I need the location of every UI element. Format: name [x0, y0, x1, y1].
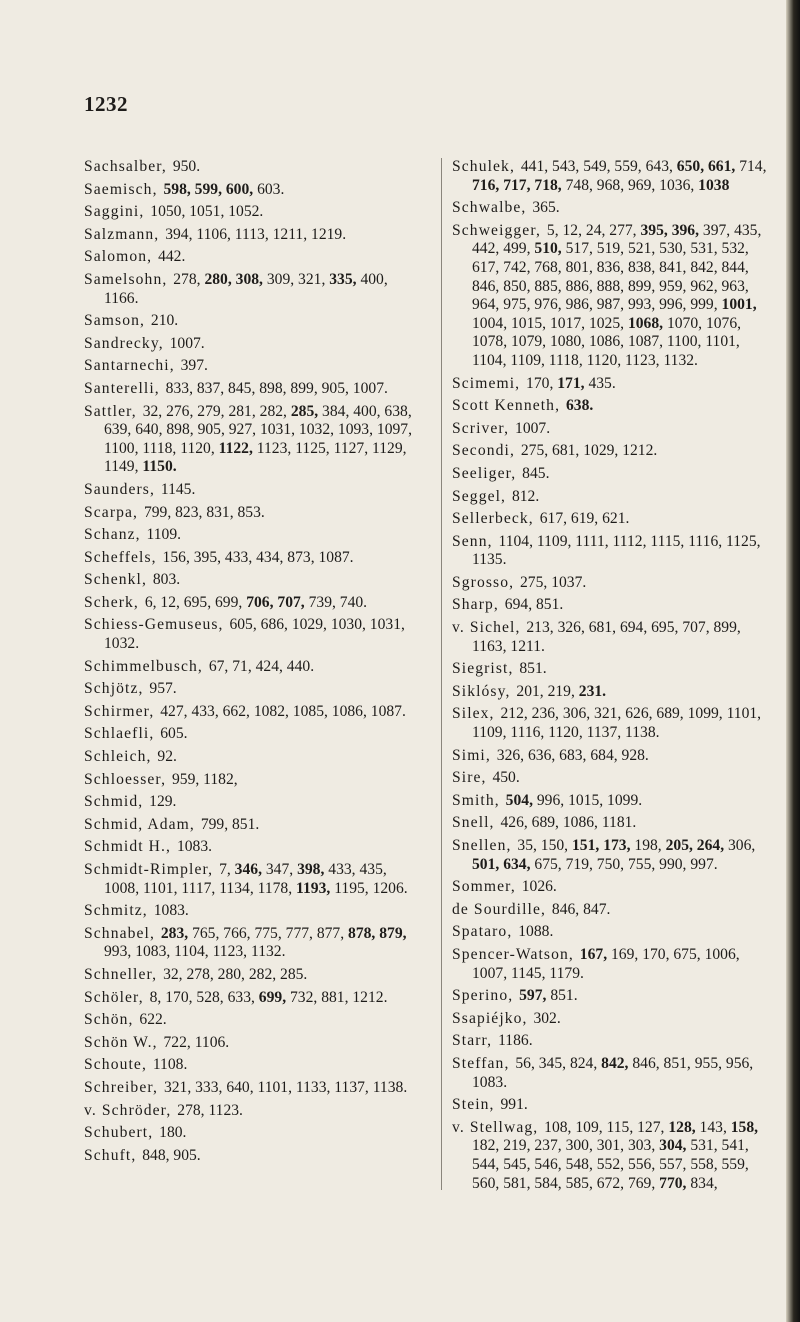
entry-name: Smith,: [452, 791, 500, 809]
page-refs: 143,: [699, 1118, 727, 1136]
page-refs: 169, 170, 675, 1006, 1007, 1145, 1179.: [472, 945, 740, 982]
page-refs: 1004, 1015, 1017, 1025,: [472, 314, 625, 332]
index-entry: [84, 703, 424, 722]
entry-name: de Sourdille,: [452, 900, 546, 918]
page-refs: 92.: [157, 748, 177, 766]
index-entry: [452, 660, 774, 679]
entry-name: Seggel,: [452, 487, 507, 505]
index-entry: [452, 420, 774, 439]
entry-name: Sharp,: [452, 596, 499, 614]
page-ref-bold: 335,: [329, 270, 357, 288]
entry-name: Seeliger,: [452, 464, 517, 482]
page-refs: 198,: [634, 837, 662, 854]
page-ref-bold: 280,: [204, 270, 232, 288]
entry-name: Schloesser,: [84, 770, 167, 788]
page-refs: 739, 740.: [308, 593, 368, 611]
index-entry: [452, 199, 774, 218]
page-refs: 450.: [492, 769, 520, 787]
index-entry: [84, 861, 424, 898]
index-entry: [84, 571, 424, 590]
index-entry: [452, 901, 774, 920]
page-ref-bold: 396,: [671, 221, 699, 239]
page-refs: 400, 1166.: [104, 270, 388, 307]
index-entry: [84, 966, 424, 985]
index-entry: [84, 226, 424, 245]
page-refs: 7,: [219, 861, 231, 878]
page-refs: 201, 219,: [516, 682, 575, 700]
entry-name: Starr,: [452, 1032, 493, 1050]
index-entry: [84, 658, 424, 677]
page-refs: 321, 333, 640, 1101, 1133, 1137, 1138.: [163, 1078, 408, 1096]
index-entry: [84, 1147, 424, 1166]
index-entry: [452, 619, 774, 656]
page-refs: 1070, 1076, 1078, 1079, 1080, 1086, 1087, 1100, 1101, 1104, 1109, 1118, 1120, 1123, 1132.: [472, 314, 742, 369]
index-entry: [84, 925, 424, 962]
index-entry: [452, 1010, 774, 1029]
page-refs: 302.: [533, 1009, 561, 1027]
page-ref-bold: 842,: [601, 1054, 629, 1072]
page-number: 1232: [84, 92, 128, 116]
index-entry: [84, 594, 424, 613]
index-entry: [84, 1034, 424, 1053]
index-entry: [452, 705, 774, 742]
page-refs: 210.: [150, 312, 179, 330]
page-refs: 182, 219, 237, 300, 301, 303,: [472, 1137, 656, 1155]
index-entry: [452, 683, 774, 702]
entry-name: Salomon,: [84, 248, 153, 266]
index-entry: [84, 725, 424, 744]
page-refs: 67, 71, 424, 440.: [208, 657, 315, 675]
page-refs: 427, 433, 662, 1082, 1085, 1086, 1087.: [160, 702, 406, 720]
entry-name: Sellerbeck,: [452, 510, 534, 528]
page-refs: 1050, 1051, 1052.: [150, 203, 264, 221]
page-refs: 799, 851.: [200, 815, 260, 833]
page-ref-bold: 650,: [676, 158, 705, 175]
entry-name: Schjötz,: [84, 680, 144, 698]
page-refs: 605.: [160, 725, 188, 743]
index-entry: [84, 549, 424, 568]
index-entry: [84, 357, 424, 376]
page-ref-bold: 879,: [379, 924, 407, 942]
index-entry: [452, 792, 774, 811]
index-entry: [84, 1056, 424, 1075]
entry-name: Silex,: [452, 705, 495, 723]
page-refs: 278,: [173, 270, 201, 288]
page-refs: 306,: [728, 837, 756, 854]
page-refs: 56, 345, 824,: [515, 1054, 598, 1072]
page-refs: 722, 1106.: [163, 1033, 230, 1051]
entry-name: Schlaefli,: [84, 725, 155, 743]
entry-name: Sperino,: [452, 987, 514, 1005]
page-ref-bold: 1150.: [142, 458, 177, 476]
entry-name: Saemisch,: [84, 180, 158, 198]
page-refs: 326, 636, 683, 684, 928.: [496, 746, 649, 764]
page-refs: 212, 236, 306, 321, 626, 689, 1099, 1101, 1109, 1116, 1120, 1137, 1138.: [472, 705, 762, 742]
page-refs: 765, 766, 775, 777, 877,: [192, 924, 345, 942]
page-refs: 1123, 1125, 1127, 1129, 1149,: [104, 439, 407, 476]
index-entry: [452, 878, 774, 897]
index-entry: [84, 680, 424, 699]
index-entry: [84, 271, 424, 308]
page-refs: 156, 395, 433, 434, 873, 1087.: [162, 548, 354, 566]
entry-name: v. Stellwag,: [452, 1118, 539, 1136]
index-entry: [452, 1032, 774, 1051]
page-refs: 6, 12, 695, 699,: [144, 593, 243, 611]
entry-name: Sattler,: [84, 402, 137, 420]
entry-name: v. Schröder,: [84, 1101, 172, 1119]
entry-name: Schön,: [84, 1011, 134, 1029]
index-column-right: [452, 158, 774, 1197]
page-ref-bold: 504,: [505, 791, 533, 809]
page-refs: 1108.: [152, 1056, 188, 1074]
index-entry: [452, 747, 774, 766]
page-ref-bold: 1038: [698, 176, 730, 194]
page-ref-bold: 716,: [472, 176, 500, 194]
page-refs: 851.: [519, 660, 547, 678]
index-entry: [452, 769, 774, 788]
index-entry: [84, 312, 424, 331]
page-refs: 347,: [265, 861, 294, 878]
page-ref-bold: 661,: [708, 158, 736, 175]
index-entry: [84, 504, 424, 523]
index-entry: [452, 222, 774, 371]
page-refs: 993, 1083, 1104, 1123, 1132.: [104, 943, 286, 961]
entry-name: Schwalbe,: [452, 199, 527, 217]
index-entry: [84, 838, 424, 857]
page-refs: 1145.: [160, 480, 196, 498]
entry-name: Sire,: [452, 769, 487, 787]
page-ref-bold: 151,: [571, 837, 600, 854]
entry-name: Santarnechi,: [84, 357, 175, 375]
index-entry: [84, 403, 424, 477]
entry-name: Scott Kenneth,: [452, 397, 561, 415]
index-entry: [452, 923, 774, 942]
index-entry: [452, 946, 774, 983]
entry-name: v. Sichel,: [452, 619, 521, 637]
page-refs: 848, 905.: [142, 1146, 201, 1164]
page-ref-bold: 634,: [503, 855, 531, 873]
page-refs: 275, 1037.: [520, 573, 587, 591]
page-ref-bold: 718,: [534, 176, 562, 194]
index-entry: [84, 248, 424, 267]
index-entry: [452, 837, 774, 874]
entry-name: Schubert,: [84, 1124, 154, 1142]
index-entry: [84, 380, 424, 399]
page-refs: 1083.: [153, 902, 189, 920]
index-entry: [452, 488, 774, 507]
entry-name: Spataro,: [452, 923, 513, 941]
entry-name: Schleich,: [84, 748, 152, 766]
index-entry: [84, 793, 424, 812]
entry-name: Schön W.,: [84, 1033, 158, 1051]
entry-name: Schweigger,: [452, 221, 541, 239]
entry-name: Snellen,: [452, 837, 512, 854]
index-entry: [452, 397, 774, 416]
index-entry: [84, 816, 424, 835]
page-ref-bold: 173,: [603, 837, 631, 854]
entry-name: Schmid,: [84, 793, 144, 811]
page-edge-shadow: [786, 0, 800, 1322]
page-refs: 1007.: [515, 419, 551, 437]
page-refs: 732, 881, 1212.: [290, 988, 388, 1006]
page-refs: 278, 1123.: [177, 1101, 243, 1119]
page-refs: 129.: [149, 793, 177, 811]
page-refs: 617, 619, 621.: [539, 510, 630, 528]
page-ref-bold: 395,: [640, 221, 668, 239]
page-ref-bold: 597,: [519, 987, 547, 1005]
entry-name: Snell,: [452, 814, 495, 832]
page-refs: 180.: [159, 1124, 187, 1142]
entry-name: Sachsalber,: [84, 158, 167, 175]
page-refs: 384, 400, 638, 639, 640, 898, 905, 927, 1031, 1032, 1093, 1097, 1100, 1118, 1120,: [104, 402, 412, 457]
page-refs: 1104, 1109, 1111, 1112, 1115, 1116, 1125, 1135.: [472, 532, 761, 569]
entry-name: Schirmer,: [84, 702, 155, 720]
page-refs: 397.: [180, 357, 208, 375]
entry-name: Scherk,: [84, 593, 139, 611]
entry-name: Schnabel,: [84, 924, 155, 942]
entry-name: Schmidt-Rimpler,: [84, 861, 214, 878]
page-refs: 213, 326, 681, 694, 695, 707, 899, 1163, 1211.: [472, 619, 741, 655]
page-ref-bold: 1068,: [627, 314, 664, 332]
page-refs: 812.: [511, 487, 540, 505]
page-refs: 108, 109, 115, 127,: [544, 1118, 665, 1136]
page-refs: 397, 435, 442, 499,: [472, 221, 762, 258]
page-refs: 8, 170, 528, 633,: [149, 988, 255, 1006]
page-refs: 1109.: [146, 526, 182, 544]
entry-name: Scheffels,: [84, 548, 157, 566]
page-ref-bold: 706,: [246, 593, 274, 611]
page-ref-bold: 346,: [234, 861, 262, 878]
entry-name: Schenkl,: [84, 571, 147, 589]
page-ref-bold: 699,: [258, 988, 287, 1006]
page-ref-bold: 638.: [566, 397, 594, 415]
page-ref-bold: 1122,: [218, 439, 253, 457]
entry-name: Siklósy,: [452, 682, 511, 700]
page-ref-bold: 158,: [730, 1118, 759, 1136]
entry-name: Saggini,: [84, 203, 145, 221]
entry-name: Scimemi,: [452, 374, 521, 392]
index-entry: [452, 574, 774, 593]
index-entry: [84, 1124, 424, 1143]
page-ref-bold: 600,: [225, 180, 254, 198]
page-refs: 950.: [172, 158, 201, 175]
page-ref-bold: 717,: [503, 176, 531, 194]
page-refs: 275, 681, 1029, 1212.: [520, 442, 658, 460]
page-ref-bold: 304,: [659, 1137, 687, 1155]
page-refs: 170,: [526, 374, 554, 392]
entry-name: Schmid, Adam,: [84, 815, 195, 833]
index-entry: [452, 510, 774, 529]
index-entry: [452, 158, 774, 195]
entry-name: Sandrecky,: [84, 334, 164, 352]
page-ref-bold: 1193,: [296, 879, 331, 897]
index-entry: [84, 158, 424, 177]
entry-name: Simi,: [452, 746, 491, 764]
page-refs: 996, 1015, 1099.: [536, 791, 643, 809]
page-refs: 1186.: [498, 1032, 533, 1050]
index-entry: [452, 1096, 774, 1115]
entry-name: Secondi,: [452, 442, 515, 460]
page-refs: 1083.: [176, 838, 213, 856]
index-entry: [84, 748, 424, 767]
page-refs: 32, 276, 279, 281, 282,: [142, 402, 287, 420]
page-ref-bold: 205,: [665, 837, 693, 854]
page-ref-bold: 171,: [557, 374, 585, 392]
index-entry: [452, 442, 774, 461]
page-ref-bold: 707,: [277, 593, 305, 611]
page-ref-bold: 510,: [534, 240, 562, 258]
page-refs: 714,: [739, 158, 767, 175]
column-divider: [441, 158, 442, 1190]
page-ref-bold: 231.: [578, 682, 607, 700]
page-refs: 5, 12, 24, 277,: [546, 221, 637, 239]
page-refs: 675, 719, 750, 755, 990, 997.: [534, 855, 718, 873]
page-refs: 622.: [139, 1011, 167, 1029]
page-refs: 1026.: [521, 878, 557, 896]
page-refs: 442.: [158, 248, 186, 266]
page-refs: 957.: [149, 680, 177, 698]
entry-name: Schöler,: [84, 988, 144, 1006]
index-column-left: [84, 158, 424, 1169]
entry-name: Scarpa,: [84, 503, 139, 521]
entry-name: Schiess-Gemuseus,: [84, 616, 224, 634]
page-refs: 605, 686, 1029, 1030, 1031, 1032.: [104, 616, 405, 653]
entry-name: Schmidt H.,: [84, 838, 172, 856]
index-entry: [452, 1119, 774, 1193]
page-refs: 365.: [532, 199, 560, 217]
index-entry: [84, 771, 424, 790]
index-entry: [84, 902, 424, 921]
entry-name: Ssapiéjko,: [452, 1009, 528, 1027]
page-refs: 309, 321,: [266, 270, 326, 288]
index-entry: [452, 814, 774, 833]
entry-name: Samelsohn,: [84, 270, 168, 288]
index-entry: [84, 1102, 424, 1121]
index-entry: [452, 1055, 774, 1092]
page-refs: 531, 541, 544, 545, 546, 548, 552, 556, 557, 558, 559, 560, 581, 584, 585, 672, 769,: [472, 1137, 749, 1192]
page-refs: 517, 519, 521, 530, 531, 532, 617, 742, 768, 801, 836, 838, 841, 842, 844, 846, 850, 885, 886, 888, 899, 959, 962, 963, 964, 975, 976, 986, 987, 993, 996, 999,: [472, 240, 749, 314]
page-refs: 991.: [500, 1096, 528, 1114]
entry-name: Schneller,: [84, 965, 158, 983]
page-refs: 851.: [550, 987, 578, 1005]
index-entry: [452, 465, 774, 484]
entry-name: Sommer,: [452, 878, 516, 896]
page-ref-bold: 308,: [235, 270, 263, 288]
page-refs: 435.: [588, 374, 616, 392]
index-entry: [84, 203, 424, 222]
page-refs: 799, 823, 831, 853.: [143, 503, 265, 521]
entry-name: Stein,: [452, 1096, 495, 1114]
entry-name: Schuft,: [84, 1146, 137, 1164]
page-refs: 603.: [257, 180, 285, 198]
entry-name: Schreiber,: [84, 1078, 159, 1096]
entry-name: Schoute,: [84, 1056, 147, 1074]
entry-name: Saunders,: [84, 480, 155, 498]
page-refs: 803.: [152, 571, 181, 589]
page-ref-bold: 598,: [163, 180, 191, 198]
page-ref-bold: 398,: [297, 861, 325, 878]
page-refs: 35, 150,: [517, 837, 569, 854]
page-ref-bold: 285,: [290, 402, 319, 420]
page-refs: 846, 847.: [551, 900, 611, 918]
index-entry: [452, 533, 774, 570]
entry-name: Siegrist,: [452, 660, 514, 678]
page-refs: 1195, 1206.: [334, 879, 408, 897]
page-refs: 441, 543, 549, 559, 643,: [520, 158, 673, 175]
index-entry: [84, 481, 424, 500]
page-refs: 433, 435, 1008, 1101, 1117, 1134, 1178,: [104, 861, 387, 897]
page-refs: 694, 851.: [504, 596, 564, 614]
entry-name: Santerelli,: [84, 379, 160, 397]
page-refs: 32, 278, 280, 282, 285.: [163, 965, 308, 983]
index-entry: [84, 989, 424, 1008]
page-refs: 394, 1106, 1113, 1211, 1219.: [165, 225, 347, 243]
page-refs: 1007.: [169, 334, 205, 352]
entry-name: Samson,: [84, 312, 145, 330]
page-ref-bold: 501,: [472, 855, 500, 873]
page-refs: 845.: [522, 464, 550, 482]
index-entry: [84, 1011, 424, 1030]
page-ref-bold: 264,: [696, 837, 725, 854]
entry-name: Spencer-Watson,: [452, 945, 574, 963]
page-refs: 833, 837, 845, 898, 899, 905, 1007.: [165, 379, 388, 397]
page-ref-bold: 878,: [348, 924, 376, 942]
page-ref-bold: 167,: [579, 945, 608, 963]
entry-name: Schimmelbusch,: [84, 657, 203, 675]
index-entry: [84, 335, 424, 354]
entry-name: Steffan,: [452, 1054, 510, 1072]
entry-name: Senn,: [452, 532, 493, 550]
page-ref-bold: 128,: [668, 1118, 696, 1136]
page-ref-bold: 283,: [160, 924, 189, 942]
index-entry: [84, 616, 424, 653]
entry-name: Salzmann,: [84, 225, 160, 243]
page-refs: 834,: [690, 1174, 718, 1192]
index-entry: [452, 596, 774, 615]
page-refs: 846, 851, 955, 956, 1083.: [472, 1054, 754, 1091]
index-entry: [452, 375, 774, 394]
page-ref-bold: 1001,: [721, 296, 757, 314]
index-entry: [452, 987, 774, 1006]
index-entry: [84, 526, 424, 545]
page-refs: 748, 968, 969, 1036,: [565, 176, 695, 194]
page-refs: 426, 689, 1086, 1181.: [500, 814, 637, 832]
entry-name: Schmitz,: [84, 902, 148, 920]
entry-name: Schanz,: [84, 526, 141, 544]
page-refs: 1088.: [518, 923, 554, 941]
entry-name: Scriver,: [452, 419, 510, 437]
entry-name: Schulek,: [452, 158, 515, 175]
entry-name: Sgrosso,: [452, 573, 515, 591]
page-ref-bold: 599,: [194, 180, 222, 198]
page-ref-bold: 770,: [659, 1174, 687, 1192]
page-refs: 959, 1182,: [171, 770, 238, 788]
index-entry: [84, 181, 424, 200]
index-entry: [84, 1079, 424, 1098]
